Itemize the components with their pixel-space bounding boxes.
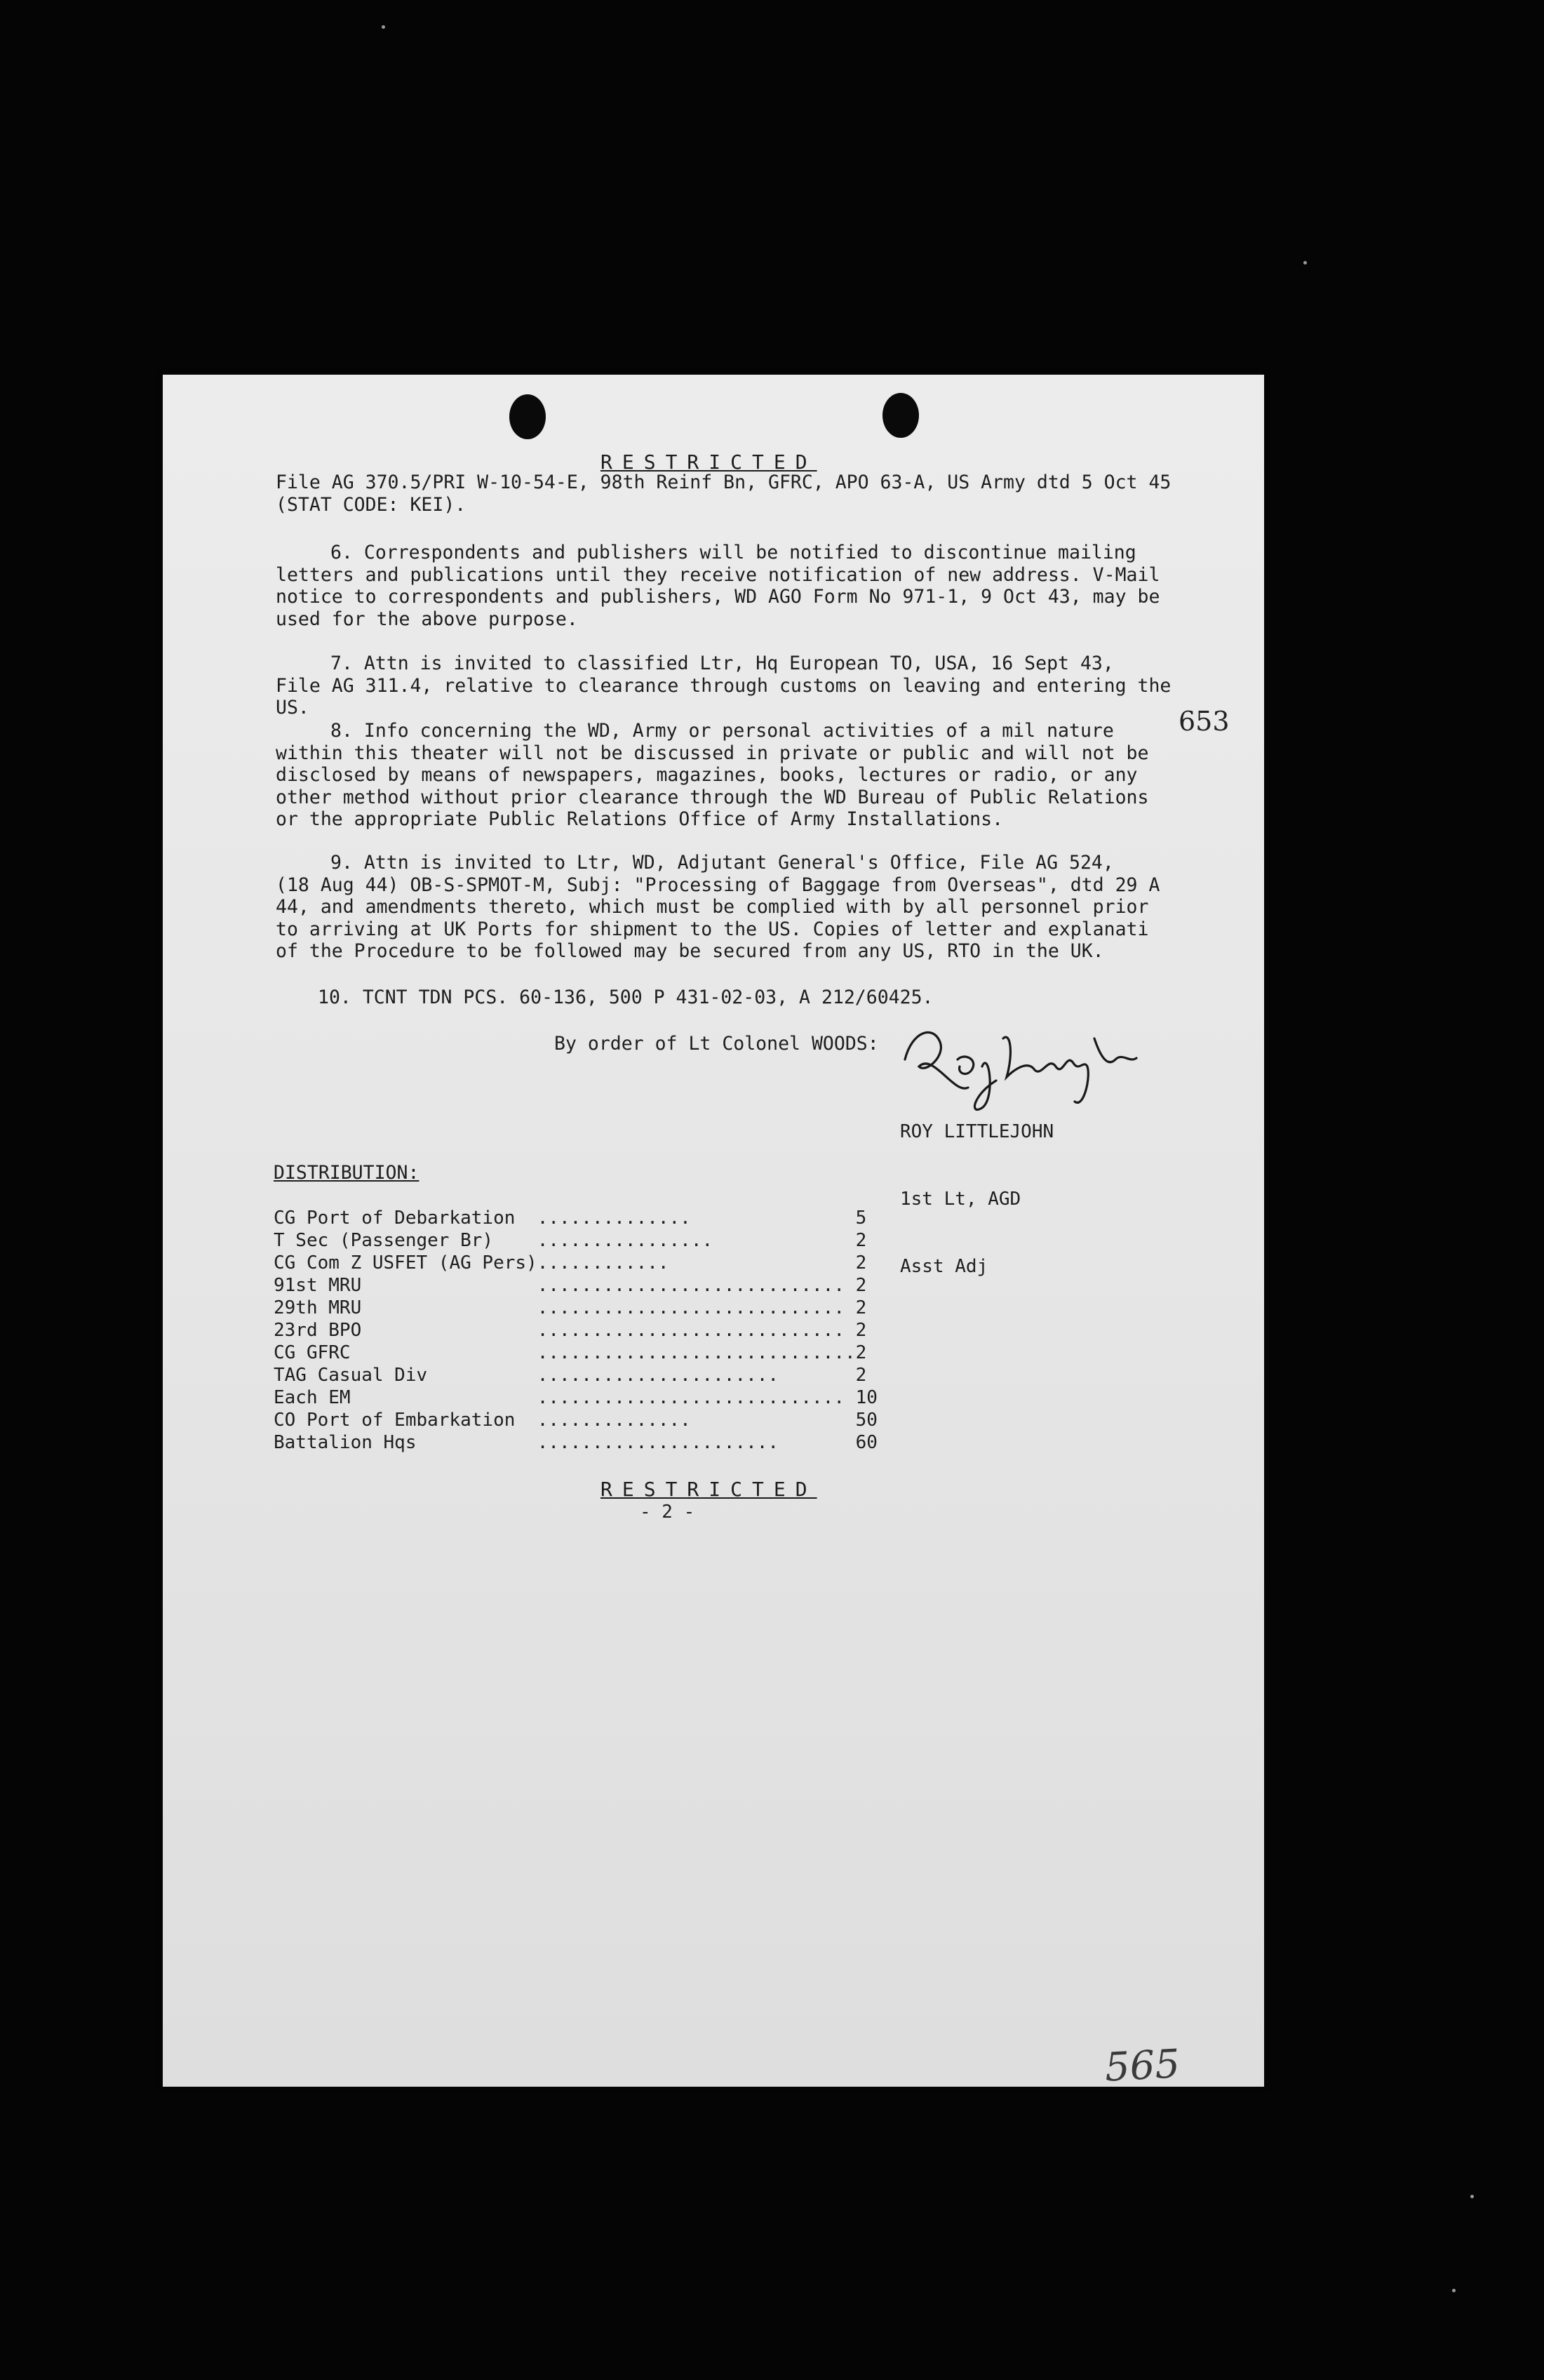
distribution-row bbox=[274, 1364, 878, 1386]
distribution-recipient: 91st MRU bbox=[274, 1275, 362, 1296]
distribution-leader-dots: .............. bbox=[537, 1208, 691, 1229]
distribution-leader-dots: .............. bbox=[537, 1410, 691, 1431]
distribution-leader-dots: ................ bbox=[537, 1230, 713, 1251]
distribution-recipient: 23rd BPO bbox=[274, 1320, 362, 1341]
distribution-count: 60 bbox=[855, 1432, 878, 1453]
distribution-recipient: Battalion Hqs bbox=[274, 1432, 417, 1453]
distribution-recipient: 29th MRU bbox=[274, 1297, 362, 1318]
stat-code: (STAT CODE: KEI). bbox=[276, 494, 466, 516]
paragraph-9: 9. Attn is invited to Ltr, WD, Adjutant General's Office, File AG 524, (18 Aug 44) OB-S-SPMOT-M, Subj: "Processing of Baggage from Overseas", dtd 29 A 44, and amendments thereto, which must be complied with by all personnel prior to arriving at UK Ports for shipment to the US. Copies of letter and explanati of the Procedure to be followed may be secured from any US, RTO in the UK. bbox=[276, 852, 1160, 962]
signer-rank: 1st Lt, AGD bbox=[900, 1189, 1021, 1210]
distribution-title: DISTRIBUTION: bbox=[274, 1162, 419, 1184]
distribution-leader-dots: ............................. bbox=[537, 1342, 856, 1363]
distribution-row bbox=[274, 1297, 878, 1319]
order-line: By order of Lt Colonel WOODS: bbox=[554, 1033, 879, 1055]
paragraph-7: 7. Attn is invited to classified Ltr, Hq European TO, USA, 16 Sept 43, File AG 311.4, relative to clearance through customs on leaving and entering the US. bbox=[276, 653, 1172, 718]
punch-hole-left bbox=[509, 394, 546, 439]
distribution-count: 10 bbox=[855, 1387, 878, 1408]
distribution-leader-dots: ...................... bbox=[537, 1432, 779, 1453]
distribution-leader-dots: ............................ bbox=[537, 1297, 845, 1318]
scan-speck bbox=[1303, 261, 1307, 265]
distribution-leader-dots: ............................ bbox=[537, 1275, 845, 1296]
distribution-count: 2 bbox=[855, 1230, 867, 1251]
distribution-row bbox=[274, 1252, 878, 1274]
distribution-count: 50 bbox=[855, 1410, 878, 1431]
scan-speck bbox=[1470, 2195, 1474, 2198]
punch-hole-right bbox=[882, 393, 919, 438]
classification-header: RESTRICTED bbox=[600, 450, 817, 474]
distribution-recipient: T Sec (Passenger Br) bbox=[274, 1230, 494, 1251]
paragraph-6: 6. Correspondents and publishers will be notified to discontinue mailing letters and publications until they receive notification of new address. V-Mail notice to correspondents and publishers, WD AGO Form No 971-1, 9 Oct 43, may be used for the above purpose. bbox=[276, 542, 1160, 630]
distribution-recipient: Each EM bbox=[274, 1387, 351, 1408]
distribution-count: 2 bbox=[855, 1365, 867, 1386]
distribution-leader-dots: ............................ bbox=[537, 1320, 845, 1341]
signer-name: ROY LITTLEJOHN bbox=[900, 1121, 1054, 1142]
scan-speck bbox=[1452, 2289, 1456, 2292]
file-reference: File AG 370.5/PRI W-10-54-E, 98th Reinf Bn, GFRC, APO 63-A, US Army dtd 5 Oct 45 bbox=[276, 472, 1172, 493]
handwritten-page-number: 565 bbox=[1103, 2041, 1181, 2091]
distribution-recipient: CO Port of Embarkation bbox=[274, 1410, 516, 1431]
distribution-recipient: CG GFRC bbox=[274, 1342, 351, 1363]
paragraph-10: 10. TCNT TDN PCS. 60-136, 500 P 431-02-03, A 212/60425. bbox=[318, 987, 934, 1008]
distribution-row bbox=[274, 1386, 878, 1409]
distribution-recipient: CG Com Z USFET (AG Pers) bbox=[274, 1252, 537, 1273]
distribution-leader-dots: ............ bbox=[537, 1252, 669, 1273]
classification-footer: RESTRICTED bbox=[600, 1478, 817, 1501]
distribution-row bbox=[274, 1229, 878, 1252]
distribution-count: 2 bbox=[855, 1275, 867, 1296]
distribution-row bbox=[274, 1431, 878, 1454]
distribution-row bbox=[274, 1207, 878, 1229]
distribution-row bbox=[274, 1274, 878, 1297]
distribution-recipient: CG Port of Debarkation bbox=[274, 1208, 516, 1229]
distribution-row bbox=[274, 1342, 878, 1364]
paragraph-8: 8. Info concerning the WD, Army or personal activities of a mil nature within this theater will not be discussed in private or public and will not be disclosed by means of newspapers, magazines, books, lectures or radio, or any other method without prior clearance through the WD Bureau of Public Relations or the appropriate Public Relations Office of Army Installations. bbox=[276, 720, 1149, 830]
distribution-leader-dots: ............................ bbox=[537, 1387, 845, 1408]
distribution-count: 2 bbox=[855, 1252, 867, 1273]
distribution-count: 2 bbox=[855, 1320, 867, 1341]
distribution-row bbox=[274, 1319, 878, 1342]
distribution-count: 5 bbox=[855, 1208, 867, 1229]
frame-number-stamp: 653 bbox=[1179, 706, 1230, 737]
signature-block bbox=[900, 1076, 1054, 1300]
distribution-recipient: TAG Casual Div bbox=[274, 1365, 428, 1386]
scan-speck bbox=[382, 25, 385, 29]
distribution-leader-dots: ...................... bbox=[537, 1365, 779, 1386]
signer-title: Asst Adj bbox=[900, 1256, 988, 1277]
page-number: - 2 - bbox=[640, 1502, 695, 1523]
distribution-count: 2 bbox=[855, 1342, 867, 1363]
distribution-row bbox=[274, 1409, 878, 1431]
distribution-count: 2 bbox=[855, 1297, 867, 1318]
distribution-list bbox=[274, 1207, 878, 1454]
